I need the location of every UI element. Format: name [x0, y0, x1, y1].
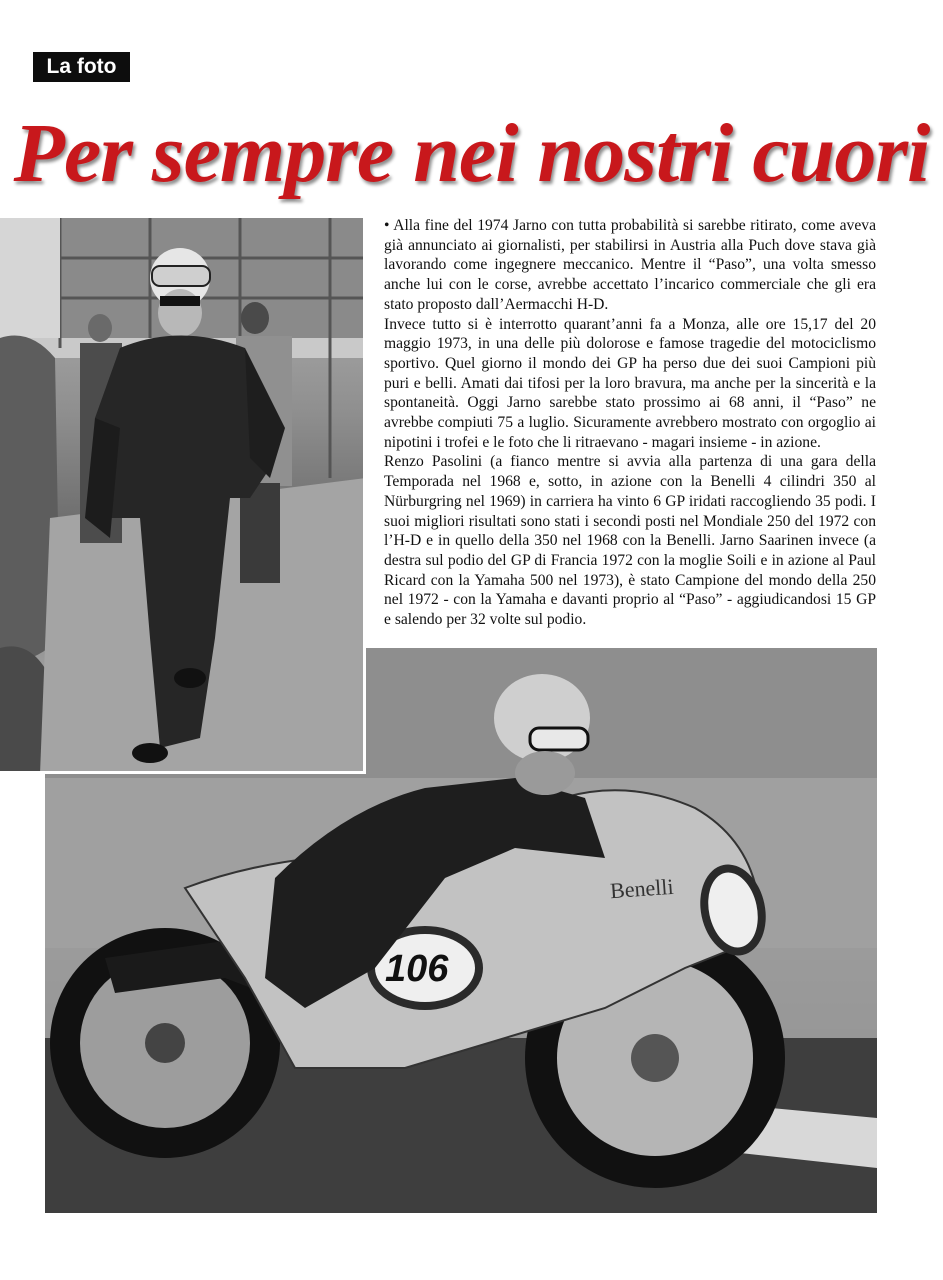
article-paragraph: • Alla fine del 1974 Jarno con tutta probabilità si sarebbe ritirato, come aveva già annunciato ai giornalisti, per stabilirsi in Austria alla Puch dove stava già lavorando come ingegnere meccanico. Mentre il “Paso”, una volta smesso anche lui con le corse, avrebbe accettato l’incarico commerciale che gli era stato proposto dall’Aermacchi H-D. — [384, 217, 876, 313]
photo-rider-walking — [0, 218, 366, 774]
article-paragraph: Renzo Pasolini (a fianco mentre si avvia alla partenza di una gara della Temporada nel 1968 e, sotto, in azione con la Benelli 4 cilindri 350 al Nürburgring nel 1969) in carriera ha vinto 6 GP iridati raccogliendo 35 podi. I suoi migliori risultati sono stati i secondi posti nel Mondiale 250 del 1972 con l’H-D e in quello della 350 nel 1968 con la Benelli. Jarno Saarinen invece (a destra sul podio del GP di Francia 1972 con la moglie Soili e in azione al Paul Ricard con la Yamaha 500 nel 1973), è stato Campione del mondo della 250 nel 1972 - con la Yamaha e davanti proprio al “Paso” - aggiudicandosi 15 GP e salendo per 32 volte sul podio. — [384, 453, 876, 629]
fairing-text: Benelli — [609, 873, 675, 904]
article-body — [384, 216, 876, 630]
race-number: 106 — [385, 948, 449, 990]
article-paragraph: Invece tutto si è interrotto quarant’anni fa a Monza, alle ore 15,17 del 20 maggio 1973, in una delle più dolorose e famose tragedie del motociclismo sportivo. Quel giorno il mondo dei GP ha perso due dei suoi Campioni più puri e belli. Amati dai tifosi per la loro bravura, ma anche per la sincerità e la spontaneità. Oggi Jarno sarebbe stato prossimo ai 68 anni, il “Paso” ne avrebbe compiuti 75 a luglio. Sicuramente avrebbero mostrato con orgoglio ai nipotini i trofei e le foto che li ritraevano - magari insieme - in azione. — [384, 315, 876, 451]
section-tag: La foto — [33, 52, 130, 82]
page-headline: Per sempre nei nostri cuori — [13, 107, 930, 200]
